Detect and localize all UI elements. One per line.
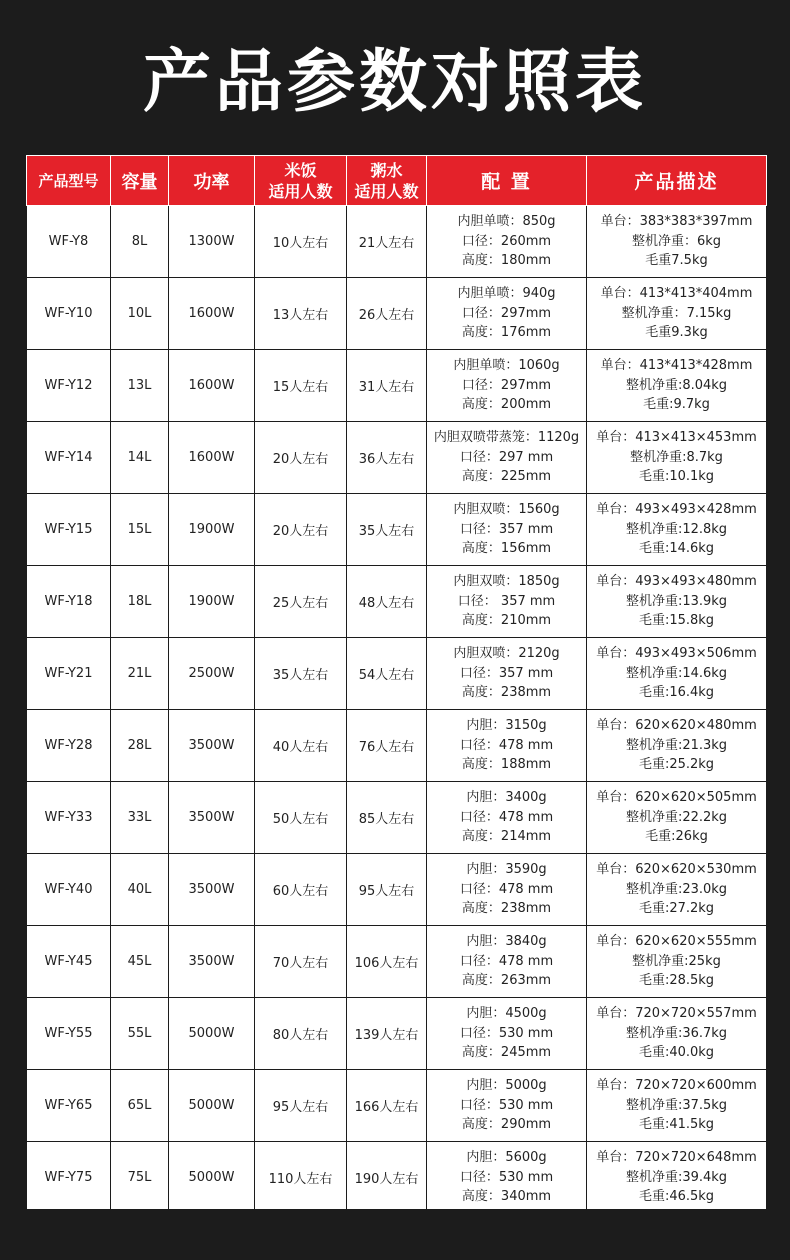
cell-config-line: 口径：530 mm — [459, 1097, 554, 1113]
cell-porridge-servings: 21人左右 — [347, 206, 427, 278]
cell-config-line: 高度：245mm — [461, 1045, 552, 1061]
cell-config-line: 口径： 357 mm — [457, 593, 556, 609]
cell-description — [587, 1142, 767, 1214]
cell-config — [427, 422, 587, 494]
cell-description-line: 整机净重:25kg — [632, 953, 721, 969]
cell-description-line: 毛重:41.5kg — [638, 1117, 715, 1133]
cell-rice-servings: 50人左右 — [255, 782, 347, 854]
cell-capacity: 45L — [111, 926, 169, 998]
header-capacity: 容量 — [111, 156, 169, 206]
cell-config — [427, 998, 587, 1070]
cell-config-line: 内胆：3590g — [466, 862, 547, 878]
spec-table — [26, 155, 767, 1214]
table-row — [27, 854, 767, 926]
cell-porridge-servings: 76人左右 — [347, 710, 427, 782]
cell-capacity: 8L — [111, 206, 169, 278]
cell-porridge-servings: 31人左右 — [347, 350, 427, 422]
cell-rice-servings: 40人左右 — [255, 710, 347, 782]
cell-config-line: 高度：156mm — [461, 541, 552, 557]
cell-description-line: 整机净重:39.4kg — [625, 1169, 728, 1185]
cell-description — [587, 998, 767, 1070]
cell-porridge-servings: 106人左右 — [347, 926, 427, 998]
cell-capacity: 10L — [111, 278, 169, 350]
cell-config-line: 高度：238mm — [461, 901, 552, 917]
cell-config-line: 内胆双喷：1850g — [453, 574, 560, 590]
cell-config-line: 口径：297 mm — [459, 449, 554, 465]
cell-config-line: 口径：297mm — [461, 305, 552, 321]
table-row — [27, 638, 767, 710]
cell-power: 3500W — [169, 710, 255, 782]
cell-porridge-servings: 139人左右 — [347, 998, 427, 1070]
cell-rice-servings: 15人左右 — [255, 350, 347, 422]
cell-porridge-servings: 190人左右 — [347, 1142, 427, 1214]
cell-description-line: 毛重:15.8kg — [638, 613, 715, 629]
cell-description-line: 单台：620×620×480mm — [596, 718, 757, 734]
cell-power: 1300W — [169, 206, 255, 278]
cell-description — [587, 1070, 767, 1142]
cell-capacity: 75L — [111, 1142, 169, 1214]
cell-config-line: 高度：200mm — [461, 397, 552, 413]
cell-config-line: 内胆双喷：1560g — [453, 502, 560, 518]
cell-description — [587, 638, 767, 710]
cell-description-line: 单台：493×493×506mm — [596, 646, 757, 662]
spec-table-container — [26, 155, 766, 1209]
cell-capacity: 65L — [111, 1070, 169, 1142]
cell-porridge-servings: 35人左右 — [347, 494, 427, 566]
cell-description-line: 毛重:16.4kg — [638, 685, 715, 701]
cell-model: WF-Y33 — [27, 782, 111, 854]
cell-config-line: 口径：530 mm — [459, 1169, 554, 1185]
cell-power: 3500W — [169, 854, 255, 926]
cell-description-line: 单台：413×413×453mm — [596, 430, 757, 446]
cell-capacity: 55L — [111, 998, 169, 1070]
cell-config-line: 内胆：4500g — [466, 1006, 547, 1022]
cell-config — [427, 854, 587, 926]
table-row — [27, 350, 767, 422]
cell-config — [427, 710, 587, 782]
cell-config-line: 内胆：5600g — [466, 1150, 547, 1166]
cell-rice-servings: 25人左右 — [255, 566, 347, 638]
cell-capacity: 13L — [111, 350, 169, 422]
table-header — [27, 156, 767, 206]
cell-power: 5000W — [169, 998, 255, 1070]
cell-description — [587, 350, 767, 422]
header-config: 配 置 — [427, 156, 587, 206]
cell-config-line: 口径：530 mm — [459, 1025, 554, 1041]
cell-config-line: 内胆双喷带蒸笼：1120g — [433, 430, 580, 446]
cell-porridge-servings: 166人左右 — [347, 1070, 427, 1142]
cell-description — [587, 494, 767, 566]
header-model: 产品型号 — [27, 156, 111, 206]
cell-model: WF-Y55 — [27, 998, 111, 1070]
cell-config — [427, 926, 587, 998]
table-row — [27, 494, 767, 566]
table-row — [27, 926, 767, 998]
cell-porridge-servings: 36人左右 — [347, 422, 427, 494]
cell-description-line: 整机净重:22.2kg — [625, 809, 728, 825]
cell-description-line: 单台：720×720×648mm — [596, 1150, 757, 1166]
cell-config — [427, 638, 587, 710]
cell-config — [427, 494, 587, 566]
cell-model: WF-Y75 — [27, 1142, 111, 1214]
cell-description — [587, 278, 767, 350]
cell-model: WF-Y28 — [27, 710, 111, 782]
cell-config-line: 内胆单喷：940g — [457, 286, 556, 302]
cell-model: WF-Y14 — [27, 422, 111, 494]
cell-description-line: 单台：720×720×557mm — [596, 1006, 757, 1022]
header-rice-line1: 米饭 — [284, 160, 317, 180]
cell-power: 1900W — [169, 566, 255, 638]
cell-description — [587, 782, 767, 854]
cell-power: 1600W — [169, 422, 255, 494]
cell-rice-servings: 13人左右 — [255, 278, 347, 350]
cell-model: WF-Y18 — [27, 566, 111, 638]
cell-config — [427, 1142, 587, 1214]
cell-description-line: 毛重9.3kg — [645, 325, 708, 341]
cell-config-line: 口径：478 mm — [459, 881, 554, 897]
cell-config-line: 内胆：5000g — [466, 1078, 547, 1094]
cell-config-line: 高度：225mm — [461, 469, 552, 485]
cell-config-line: 高度：214mm — [461, 829, 552, 845]
header-porridge-line2: 适用人数 — [354, 181, 419, 201]
cell-power: 3500W — [169, 782, 255, 854]
cell-description-line: 整机净重:8.04kg — [625, 377, 728, 393]
cell-description — [587, 710, 767, 782]
cell-config-line: 内胆：3400g — [466, 790, 547, 806]
header-power: 功率 — [169, 156, 255, 206]
cell-rice-servings: 70人左右 — [255, 926, 347, 998]
cell-description-line: 整机净重:36.7kg — [625, 1025, 728, 1041]
cell-description-line: 单台：493×493×428mm — [596, 502, 757, 518]
cell-power: 1900W — [169, 494, 255, 566]
cell-description-line: 整机净重:14.6kg — [625, 665, 728, 681]
cell-model: WF-Y45 — [27, 926, 111, 998]
cell-model: WF-Y15 — [27, 494, 111, 566]
cell-config-line: 口径：478 mm — [459, 737, 554, 753]
cell-config — [427, 1070, 587, 1142]
cell-power: 5000W — [169, 1142, 255, 1214]
cell-description-line: 毛重:46.5kg — [638, 1189, 715, 1205]
cell-description-line: 单台：620×620×530mm — [596, 862, 757, 878]
cell-config-line: 高度：263mm — [461, 973, 552, 989]
header-row — [27, 156, 767, 206]
cell-description — [587, 566, 767, 638]
cell-config-line: 口径：478 mm — [459, 809, 554, 825]
cell-description-line: 毛重:27.2kg — [638, 901, 715, 917]
page-title: 产品参数对照表 — [142, 43, 647, 122]
table-row — [27, 206, 767, 278]
cell-rice-servings: 20人左右 — [255, 494, 347, 566]
cell-config-line: 内胆单喷：1060g — [453, 358, 560, 374]
cell-description — [587, 926, 767, 998]
cell-capacity: 14L — [111, 422, 169, 494]
cell-description-line: 整机净重：7.15kg — [621, 305, 732, 321]
cell-config-line: 内胆：3840g — [466, 934, 547, 950]
cell-model: WF-Y10 — [27, 278, 111, 350]
cell-model: WF-Y40 — [27, 854, 111, 926]
cell-description-line: 毛重:28.5kg — [638, 973, 715, 989]
cell-config — [427, 350, 587, 422]
cell-description-line: 毛重7.5kg — [645, 253, 708, 269]
cell-description — [587, 206, 767, 278]
cell-description-line: 单台：383*383*397mm — [600, 214, 753, 230]
cell-rice-servings: 60人左右 — [255, 854, 347, 926]
cell-config-line: 口径：260mm — [461, 233, 552, 249]
cell-power: 2500W — [169, 638, 255, 710]
cell-rice-servings: 20人左右 — [255, 422, 347, 494]
cell-rice-servings: 35人左右 — [255, 638, 347, 710]
cell-power: 1600W — [169, 278, 255, 350]
table-row — [27, 422, 767, 494]
cell-config-line: 口径：297mm — [461, 377, 552, 393]
cell-description-line: 整机净重:37.5kg — [625, 1097, 728, 1113]
table-row — [27, 278, 767, 350]
header-rice-servings — [255, 156, 347, 206]
cell-config — [427, 206, 587, 278]
cell-model: WF-Y21 — [27, 638, 111, 710]
table-body — [27, 206, 767, 1214]
cell-config-line: 高度：180mm — [461, 253, 552, 269]
cell-config-line: 口径：478 mm — [459, 953, 554, 969]
cell-porridge-servings: 85人左右 — [347, 782, 427, 854]
cell-config-line: 内胆：3150g — [466, 718, 547, 734]
cell-config-line: 口径：357 mm — [459, 665, 554, 681]
cell-description-line: 整机净重:21.3kg — [625, 737, 728, 753]
cell-porridge-servings: 95人左右 — [347, 854, 427, 926]
table-row — [27, 710, 767, 782]
cell-rice-servings: 95人左右 — [255, 1070, 347, 1142]
cell-description-line: 整机净重：6kg — [631, 233, 722, 249]
cell-config-line: 高度：176mm — [461, 325, 552, 341]
cell-porridge-servings: 48人左右 — [347, 566, 427, 638]
cell-porridge-servings: 26人左右 — [347, 278, 427, 350]
cell-description-line: 毛重:25.2kg — [638, 757, 715, 773]
cell-config-line: 内胆双喷：2120g — [453, 646, 560, 662]
cell-rice-servings: 80人左右 — [255, 998, 347, 1070]
cell-description-line: 单台：413*413*404mm — [600, 286, 753, 302]
cell-power: 1600W — [169, 350, 255, 422]
cell-description-line: 毛重:40.0kg — [638, 1045, 715, 1061]
cell-config — [427, 278, 587, 350]
table-row — [27, 782, 767, 854]
cell-model: WF-Y8 — [27, 206, 111, 278]
table-row — [27, 566, 767, 638]
cell-description-line: 单台：493×493×480mm — [596, 574, 757, 590]
header-porridge-line1: 粥水 — [370, 160, 403, 180]
cell-description-line: 单台：720×720×600mm — [596, 1078, 757, 1094]
cell-description-line: 毛重:10.1kg — [638, 469, 715, 485]
cell-description-line: 毛重:9.7kg — [643, 397, 710, 413]
cell-description — [587, 854, 767, 926]
cell-description-line: 单台：620×620×505mm — [596, 790, 757, 806]
cell-power: 3500W — [169, 926, 255, 998]
cell-description-line: 单台：620×620×555mm — [596, 934, 757, 950]
cell-description-line: 整机净重:23.0kg — [625, 881, 728, 897]
cell-config-line: 高度：238mm — [461, 685, 552, 701]
cell-config-line: 高度：188mm — [461, 757, 552, 773]
table-row — [27, 1070, 767, 1142]
cell-description-line: 整机净重:12.8kg — [625, 521, 728, 537]
cell-model: WF-Y65 — [27, 1070, 111, 1142]
header-porridge-servings — [347, 156, 427, 206]
cell-model: WF-Y12 — [27, 350, 111, 422]
cell-description-line: 整机净重:13.9kg — [625, 593, 728, 609]
cell-rice-servings: 10人左右 — [255, 206, 347, 278]
header-description: 产品描述 — [587, 156, 767, 206]
cell-capacity: 15L — [111, 494, 169, 566]
cell-config-line: 口径：357 mm — [459, 521, 554, 537]
cell-config — [427, 566, 587, 638]
cell-capacity: 40L — [111, 854, 169, 926]
cell-description-line: 单台：413*413*428mm — [600, 358, 753, 374]
table-row — [27, 998, 767, 1070]
header-rice-line2: 适用人数 — [268, 181, 333, 201]
cell-description-line: 毛重:14.6kg — [638, 541, 715, 557]
table-row — [27, 1142, 767, 1214]
cell-config-line: 高度：210mm — [461, 613, 552, 629]
cell-description-line: 毛重:26kg — [645, 829, 708, 845]
cell-config-line: 高度：340mm — [461, 1189, 552, 1205]
cell-description — [587, 422, 767, 494]
cell-config-line: 内胆单喷：850g — [457, 214, 556, 230]
cell-rice-servings: 110人左右 — [255, 1142, 347, 1214]
cell-description-line: 整机净重:8.7kg — [630, 449, 723, 465]
cell-porridge-servings: 54人左右 — [347, 638, 427, 710]
cell-capacity: 21L — [111, 638, 169, 710]
cell-config-line: 高度：290mm — [461, 1117, 552, 1133]
cell-power: 5000W — [169, 1070, 255, 1142]
cell-capacity: 33L — [111, 782, 169, 854]
cell-config — [427, 782, 587, 854]
cell-capacity: 28L — [111, 710, 169, 782]
cell-capacity: 18L — [111, 566, 169, 638]
